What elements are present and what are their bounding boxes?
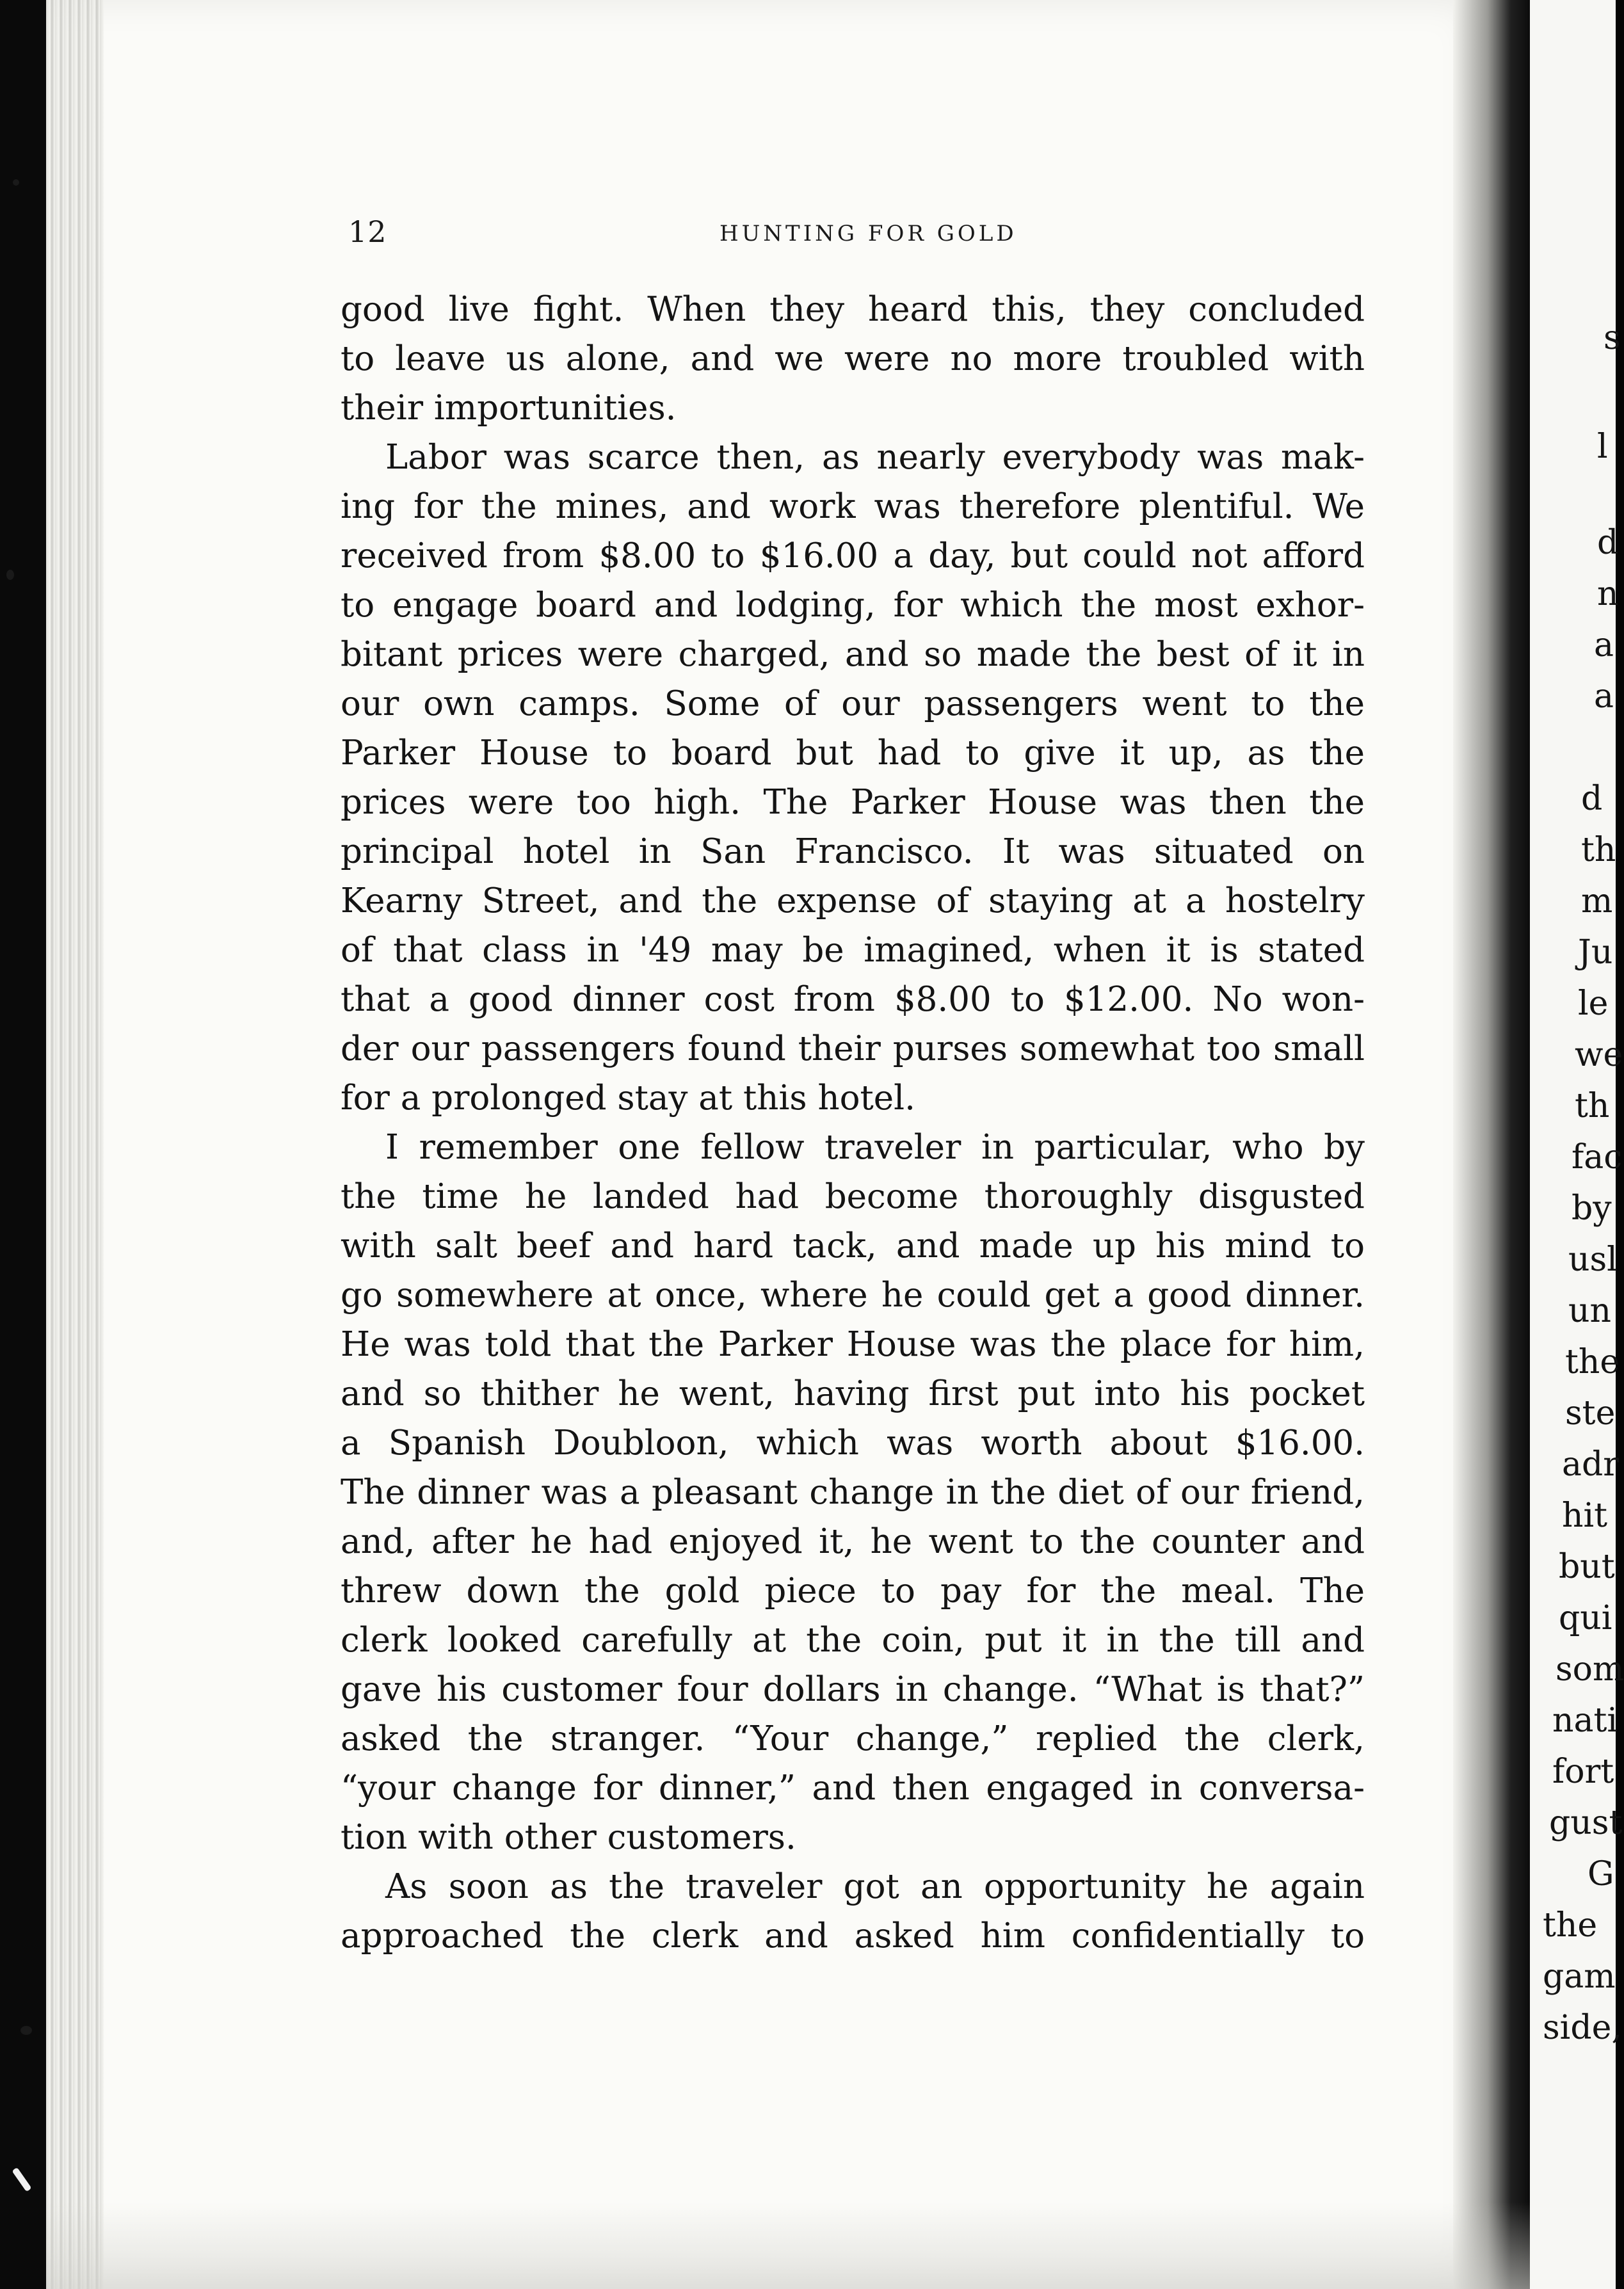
- text-line: clerk looked carefully at the coin, put it in the till and: [341, 1621, 1365, 1660]
- running-head: HUNTING FOR GOLD: [720, 221, 1017, 246]
- text-line: tion with other customers.: [341, 1818, 796, 1857]
- body-text: [341, 285, 1365, 1961]
- text-line: the time he landed had become thoroughly disgusted: [341, 1177, 1365, 1216]
- facing-page-fragment: d: [1581, 780, 1603, 818]
- text-line: Parker House to board but had to give it up, as the: [341, 734, 1365, 773]
- speck: [20, 2026, 32, 2035]
- text-line: their importunities.: [341, 389, 677, 428]
- text-line: received from $8.00 to $16.00 a day, but could not afford: [341, 536, 1365, 575]
- text-line: bitant prices were charged, and so made the best of it in: [341, 635, 1365, 674]
- text-line: to leave us alone, and we were no more troubled with: [341, 339, 1365, 378]
- speck: [6, 570, 14, 580]
- facing-page-fragment: by: [1572, 1189, 1612, 1228]
- facing-page-fragment: fort: [1552, 1753, 1614, 1791]
- facing-page-fragment: a: [1594, 677, 1614, 716]
- facing-page-fragment: G: [1588, 1855, 1614, 1893]
- text-line: The dinner was a pleasant change in the diet of our friend,: [341, 1473, 1365, 1512]
- facing-page-fragment: fac: [1572, 1138, 1623, 1177]
- text-line: gave his customer four dollars in change. “What is that?”: [341, 1670, 1365, 1709]
- text-line: Kearny Street, and the expense of staying at a hostelry: [341, 881, 1365, 920]
- text-line: good live fight. When they heard this, they concluded: [341, 290, 1365, 329]
- text-line: threw down the gold piece to pay for the meal. The: [341, 1571, 1365, 1610]
- facing-page-fragment: Ju: [1578, 933, 1613, 972]
- page-header: [348, 214, 1379, 253]
- page-bottom-shadow: [46, 2202, 1530, 2289]
- facing-page-fragment: qui: [1559, 1599, 1612, 1637]
- text-line: a Spanish Doubloon, which was worth about $16.00.: [341, 1424, 1365, 1463]
- facing-page-fragment: s: [1604, 319, 1621, 357]
- text-line: and, after he had enjoyed it, he went to the counter and: [341, 1522, 1365, 1561]
- facing-page-fragment: usl: [1568, 1241, 1618, 1279]
- text-line: go somewhere at once, where he could get a good dinner.: [341, 1276, 1365, 1315]
- text-line: principal hotel in San Francisco. It was situated on: [341, 832, 1365, 871]
- facing-page-fragment: nati: [1552, 1701, 1618, 1740]
- facing-page-fragment: ste: [1565, 1394, 1616, 1433]
- text-line: prices were too high. The Parker House was then the: [341, 783, 1365, 822]
- facing-page-fragment: m: [1581, 882, 1613, 920]
- facing-page-fragment: side,: [1543, 2009, 1622, 2047]
- facing-page-fragment: le: [1578, 984, 1609, 1023]
- facing-page-fragment: un: [1568, 1292, 1611, 1330]
- text-line: “your change for dinner,” and then engaged in conversa-: [341, 1769, 1365, 1808]
- text-line: asked the stranger. “Your change,” replied the clerk,: [341, 1719, 1365, 1758]
- facing-page-fragment: gam: [1543, 1957, 1616, 1996]
- text-line: to engage board and lodging, for which the most exhor-: [341, 586, 1365, 625]
- text-line: approached the clerk and asked him confidentially to: [341, 1916, 1365, 1956]
- facing-page-fragment: th: [1581, 831, 1616, 869]
- text-line: der our passengers found their purses somewhat too small: [341, 1029, 1365, 1068]
- facing-page-fragment: we: [1575, 1036, 1623, 1074]
- facing-page-fragment: th: [1575, 1087, 1610, 1125]
- speck: [13, 179, 19, 186]
- text-line: I remember one fellow traveler in particular, who by: [385, 1128, 1365, 1167]
- facing-page-fragment: hit: [1562, 1497, 1608, 1535]
- text-line: As soon as the traveler got an opportunity he again: [385, 1867, 1365, 1906]
- facing-page-fragment: but: [1559, 1548, 1615, 1586]
- facing-page-fragment: the: [1543, 1906, 1598, 1945]
- facing-page-fragment: adr: [1562, 1445, 1620, 1484]
- text-line: our own camps. Some of our passengers went to the: [341, 684, 1365, 723]
- book-gutter: [1453, 0, 1530, 2289]
- text-line: ing for the mines, and work was therefore plentiful. We: [341, 487, 1365, 526]
- facing-page-fragment: gust: [1549, 1804, 1623, 1842]
- page-number: 12: [348, 214, 387, 249]
- facing-page-fragment: a: [1594, 626, 1614, 664]
- facing-page-fragment: the: [1565, 1343, 1620, 1381]
- facing-page-fragment: som: [1556, 1650, 1624, 1689]
- text-line: Labor was scarce then, as nearly everybody was mak-: [385, 438, 1365, 477]
- text-line: with salt beef and hard tack, and made up his mind to: [341, 1226, 1365, 1265]
- facing-page-fragment: l: [1597, 428, 1608, 466]
- page-edge-stack: [46, 0, 104, 2289]
- facing-page-fragment: d: [1597, 524, 1619, 562]
- text-line: He was told that the Parker House was the place for him,: [341, 1325, 1365, 1364]
- text-line: that a good dinner cost from $8.00 to $12.00. No won-: [341, 980, 1365, 1019]
- text-line: of that class in '49 may be imagined, when it is stated: [341, 931, 1365, 970]
- text-line: and so thither he went, having first put into his pocket: [341, 1374, 1365, 1413]
- text-line: for a prolonged stay at this hotel.: [341, 1079, 915, 1118]
- facing-page-fragment: n: [1597, 575, 1619, 613]
